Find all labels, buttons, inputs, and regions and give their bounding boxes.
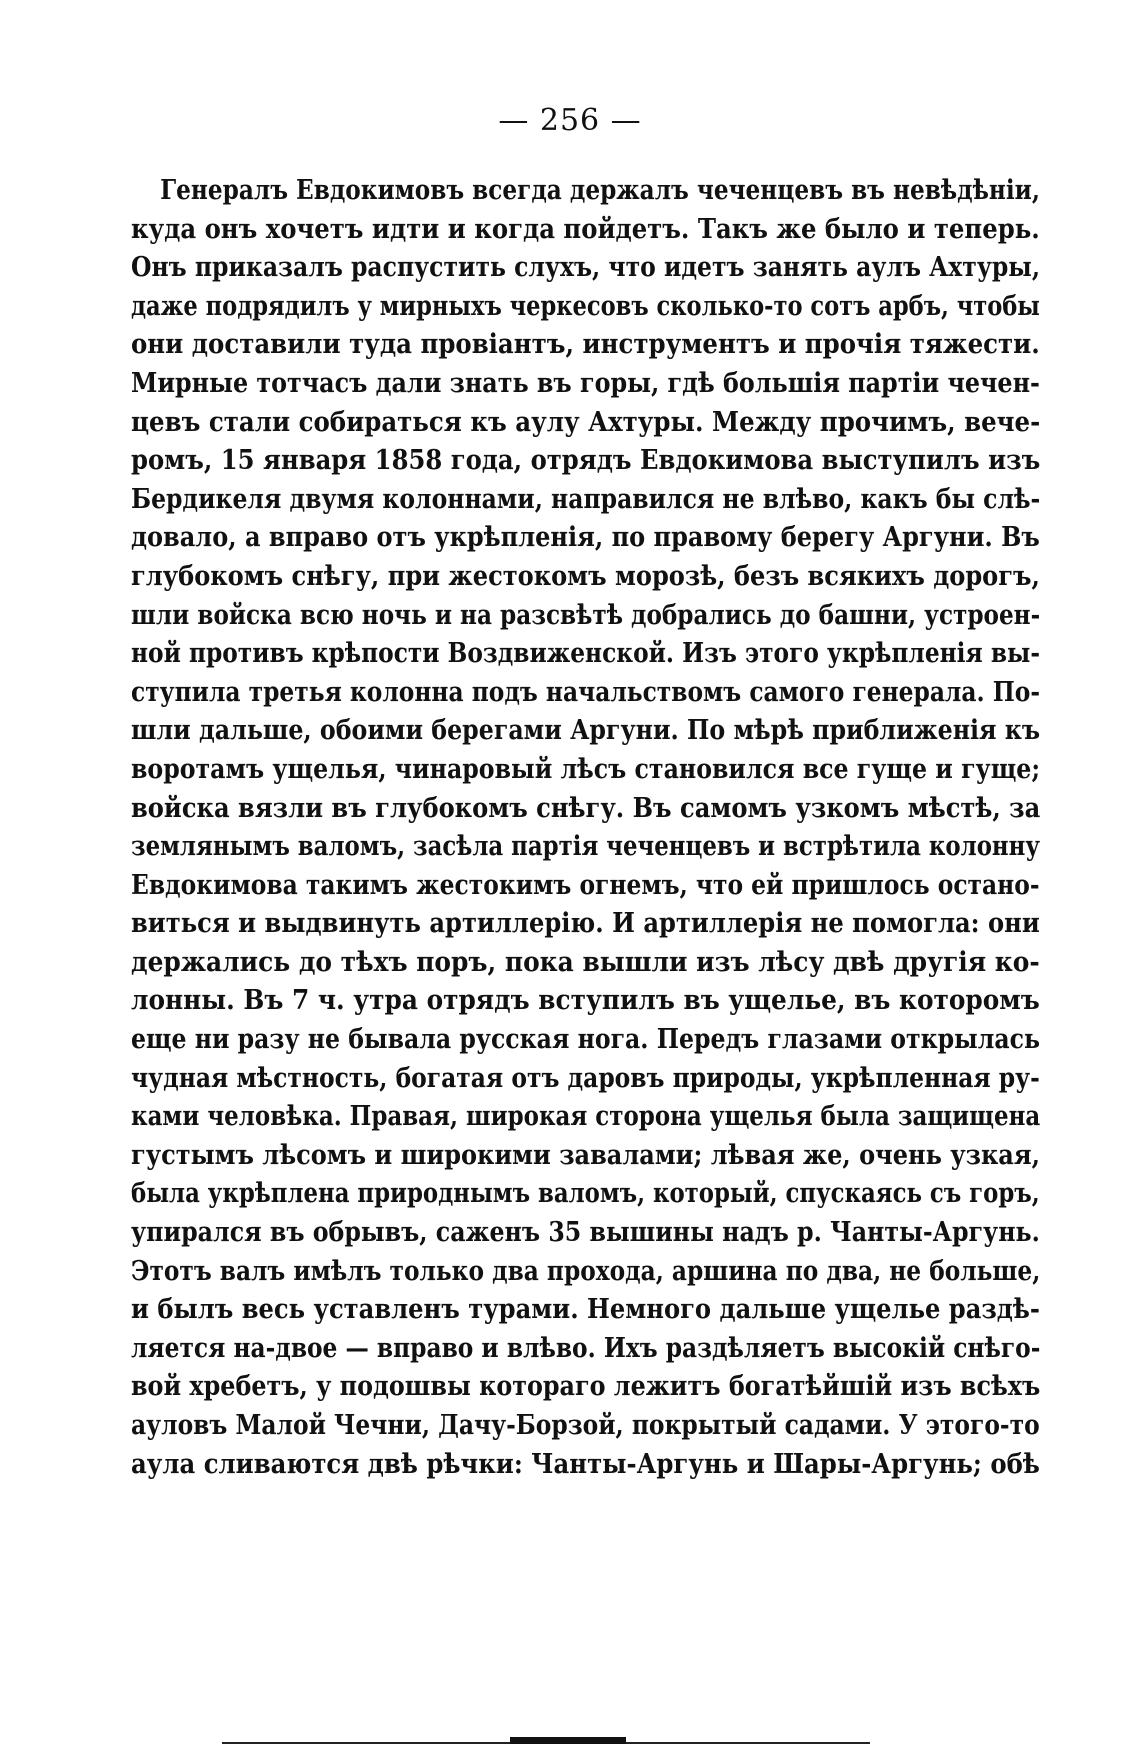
text-line: Бердикеля двумя колоннами, направился не влѣво, какъ бы слѣ- xyxy=(131,483,1041,515)
text-line: ромъ, 15 января 1858 года, отрядъ Евдокимова выступилъ изъ xyxy=(131,445,1041,477)
text-line: Генералъ Евдокимовъ всегда держалъ чеченцевъ въ невѣдѣніи, xyxy=(160,175,1040,206)
text-line: ауловъ Малой Чечни, Дачу-Борзой, покрытый садами. У этого-то xyxy=(131,1410,1040,1441)
text-line: ной противъ крѣпости Воздвиженской. Изъ этого укрѣпленія вы- xyxy=(131,638,1041,670)
text-line: Этотъ валъ имѣлъ только два прохода, аршина по два, не больше, xyxy=(131,1255,1041,1287)
text-line: еще ни разу не бывала русская нога. Передъ глазами открылась xyxy=(131,1024,1041,1056)
text-line: была укрѣплена природнымъ валомъ, который, спускаясь съ горъ, xyxy=(131,1178,1040,1210)
text-line: чудная мѣстность, богатая отъ даровъ природы, укрѣпленная ру- xyxy=(131,1062,1040,1094)
text-line: Евдокимова такимъ жестокимъ огнемъ, что ей пришлось остано- xyxy=(131,869,1040,901)
text-line: держались до тѣхъ поръ, пока вышли изъ лѣсу двѣ другія ко- xyxy=(131,946,1040,978)
text-line: лонны. Въ 7 ч. утра отрядъ вступилъ въ ущелье, въ которомъ xyxy=(131,985,1040,1017)
text-line: упирался въ обрывъ, саженъ 35 вышины надъ р. Чанты-Аргунь. xyxy=(131,1217,1040,1249)
text-line: виться и выдвинуть артиллерію. И артиллерія не помогла: они xyxy=(131,908,1040,940)
text-line: ступила третья колонна подъ начальствомъ самого генерала. По- xyxy=(131,676,1041,708)
printer-mark xyxy=(510,1737,626,1744)
text-line: густымъ лѣсомъ и широкими завалами; лѣвая же, очень узкая, xyxy=(131,1139,1040,1171)
body-text xyxy=(131,172,1040,1484)
text-line: и былъ весь уставленъ турами. Немного дальше ущелье раздѣ- xyxy=(131,1294,1040,1326)
text-line: ляется на-двое — вправо и влѣво. Ихъ раздѣляетъ высокій снѣго- xyxy=(131,1332,1041,1364)
text-line: цевъ стали собираться къ аулу Ахтуры. Между прочимъ, вече- xyxy=(131,406,1041,438)
text-line: вой хребетъ, у подошвы котораго лежитъ богатѣйшій изъ всѣхъ xyxy=(131,1371,1041,1403)
page-number: — 256 — xyxy=(498,103,642,138)
text-line: воротамъ ущелья, чинаровый лѣсъ становился все гуще и гуще; xyxy=(131,753,1041,785)
text-line: аула сливаются двѣ рѣчки: Чанты-Аргунь и Шары-Аргунь; обѣ xyxy=(131,1448,1040,1480)
text-line: Мирные тотчасъ дали знать въ горы, гдѣ большія партіи чечен- xyxy=(131,367,1040,399)
text-line: куда онъ хочетъ идти и когда пойдетъ. Такъ же было и теперь. xyxy=(131,213,1040,245)
text-line: Онъ приказалъ распустить слухъ, что идетъ занять аулъ Ахтуры, xyxy=(131,252,1041,284)
text-line: даже подрядилъ у мирныхъ черкесовъ сколько-то сотъ арбъ, чтобы xyxy=(131,290,1040,322)
text-line: шли войска всю ночь и на разсвѣтѣ добрались до башни, устроен- xyxy=(131,599,1041,631)
text-line: довало, а вправо отъ укрѣпленія, по правому берегу Аргуни. Въ xyxy=(131,522,1040,554)
text-line: войска вязли въ глубокомъ снѣгу. Въ самомъ узкомъ мѣстѣ, за xyxy=(131,792,1041,824)
text-line: ками человѣка. Правая, широкая сторона ущелья была защищена xyxy=(131,1101,1041,1133)
text-line: шли дальше, обоими берегами Аргуни. По мѣрѣ приближенія къ xyxy=(131,715,1041,747)
text-line: землянымъ валомъ, засѣла партія чеченцевъ и встрѣтила колонну xyxy=(131,831,1040,863)
text-line: глубокомъ снѣгу, при жестокомъ морозѣ, безъ всякихъ дорогъ, xyxy=(131,560,1040,592)
text-line: они доставили туда провіантъ, инструментъ и прочія тяжести. xyxy=(131,329,1040,361)
